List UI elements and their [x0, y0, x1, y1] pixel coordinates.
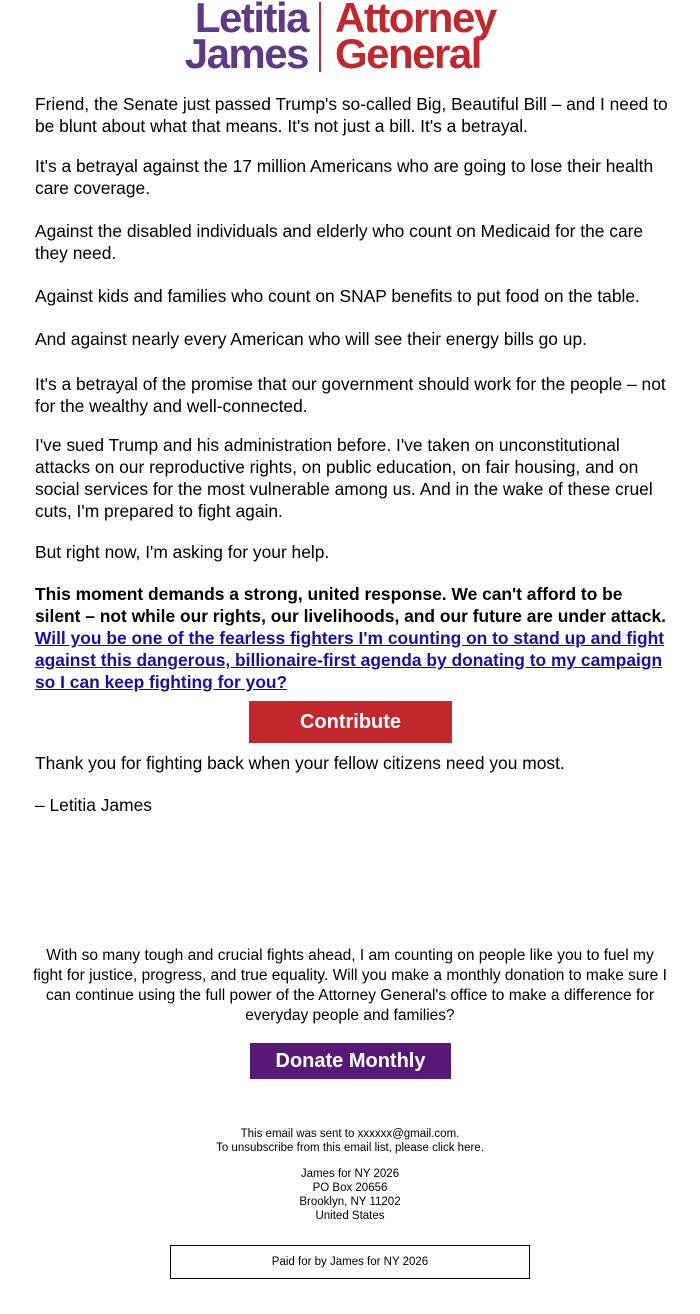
paragraph-call-to-action — [35, 583, 670, 693]
footer-email-info — [0, 1127, 700, 1155]
paragraph-thanks: Thank you for fighting back when your fellow citizens need you most. — [35, 753, 565, 773]
paragraph-snap: Against kids and families who count on SNAP benefits to put food on the table. — [35, 286, 640, 306]
paid-for-disclaimer: Paid for by James for NY 2026 — [170, 1245, 530, 1279]
footer-country: United States — [315, 1210, 385, 1222]
donate-monthly-button[interactable]: Donate Monthly — [250, 1043, 451, 1079]
monthly-appeal-text: With so many tough and crucial fights ahead, I am counting on people like you to fuel my fight for justice, progress, and true equality. Will you make a monthly donation to make sure I can continue using the full power of the Attorney General's office to make a difference for everyday people and families? — [33, 947, 667, 1024]
donate-link[interactable]: Will you be one of the fearless fighters I'm counting on to stand up and fight against this dangerous, billionaire-first agenda by donating to my campaign so I can keep fighting for you? — [35, 628, 665, 692]
footer-address — [0, 1167, 700, 1223]
paragraph-ask: But right now, I'm asking for your help. — [35, 542, 330, 562]
contribute-button[interactable]: Contribute — [249, 701, 452, 743]
signature: – Letitia James — [35, 795, 152, 815]
footer-org: James for NY 2026 — [300, 1168, 400, 1180]
logo-name-first: Letitia — [194, 0, 308, 41]
logo-name — [184, 0, 308, 77]
logo-divider — [319, 2, 321, 72]
unsubscribe-link[interactable]: To unsubscribe from this email list, please click here. — [216, 1142, 484, 1154]
paragraph-medicaid: Against the disabled individuals and elderly who count on Medicaid for the care they need. — [35, 221, 644, 263]
logo-name-last: James — [184, 30, 308, 77]
paragraph-health-care: It's a betrayal against the 17 million Americans who are going to lose their health care coverage. — [35, 156, 654, 198]
footer-po-box: PO Box 20656 — [312, 1182, 388, 1194]
paragraph-lawsuits: I've sued Trump and his administration before. I've taken on unconstitutional attacks on our reproductive rights, on public education, on fair housing, and on social services for the most vulnerable among us. And in the wake of these cruel cuts, I'm prepared to fight again. — [35, 435, 653, 521]
campaign-logo — [0, 0, 700, 78]
call-to-action-text: This moment demands a strong, united response. We can't afford to be silent – not while our rights, our livelihoods, and our future are under attack. — [35, 584, 666, 626]
footer-city: Brooklyn, NY 11202 — [299, 1196, 401, 1208]
footer-sent-to: This email was sent to xxxxxx@gmail.com. — [240, 1128, 460, 1140]
logo-title-line1: Attorney — [335, 0, 496, 41]
paragraph-promise: It's a betrayal of the promise that our government should work for the people – not for the wealthy and well-connected. — [35, 374, 666, 416]
logo-title-line2: General — [335, 30, 481, 77]
logo-title — [335, 0, 496, 77]
paragraph-intro: Friend, the Senate just passed Trump's so-called Big, Beautiful Bill – and I need to be blunt about what that means. It's not just a bill. It's a betrayal. — [35, 94, 668, 136]
paragraph-energy: And against nearly every American who will see their energy bills go up. — [35, 329, 587, 349]
